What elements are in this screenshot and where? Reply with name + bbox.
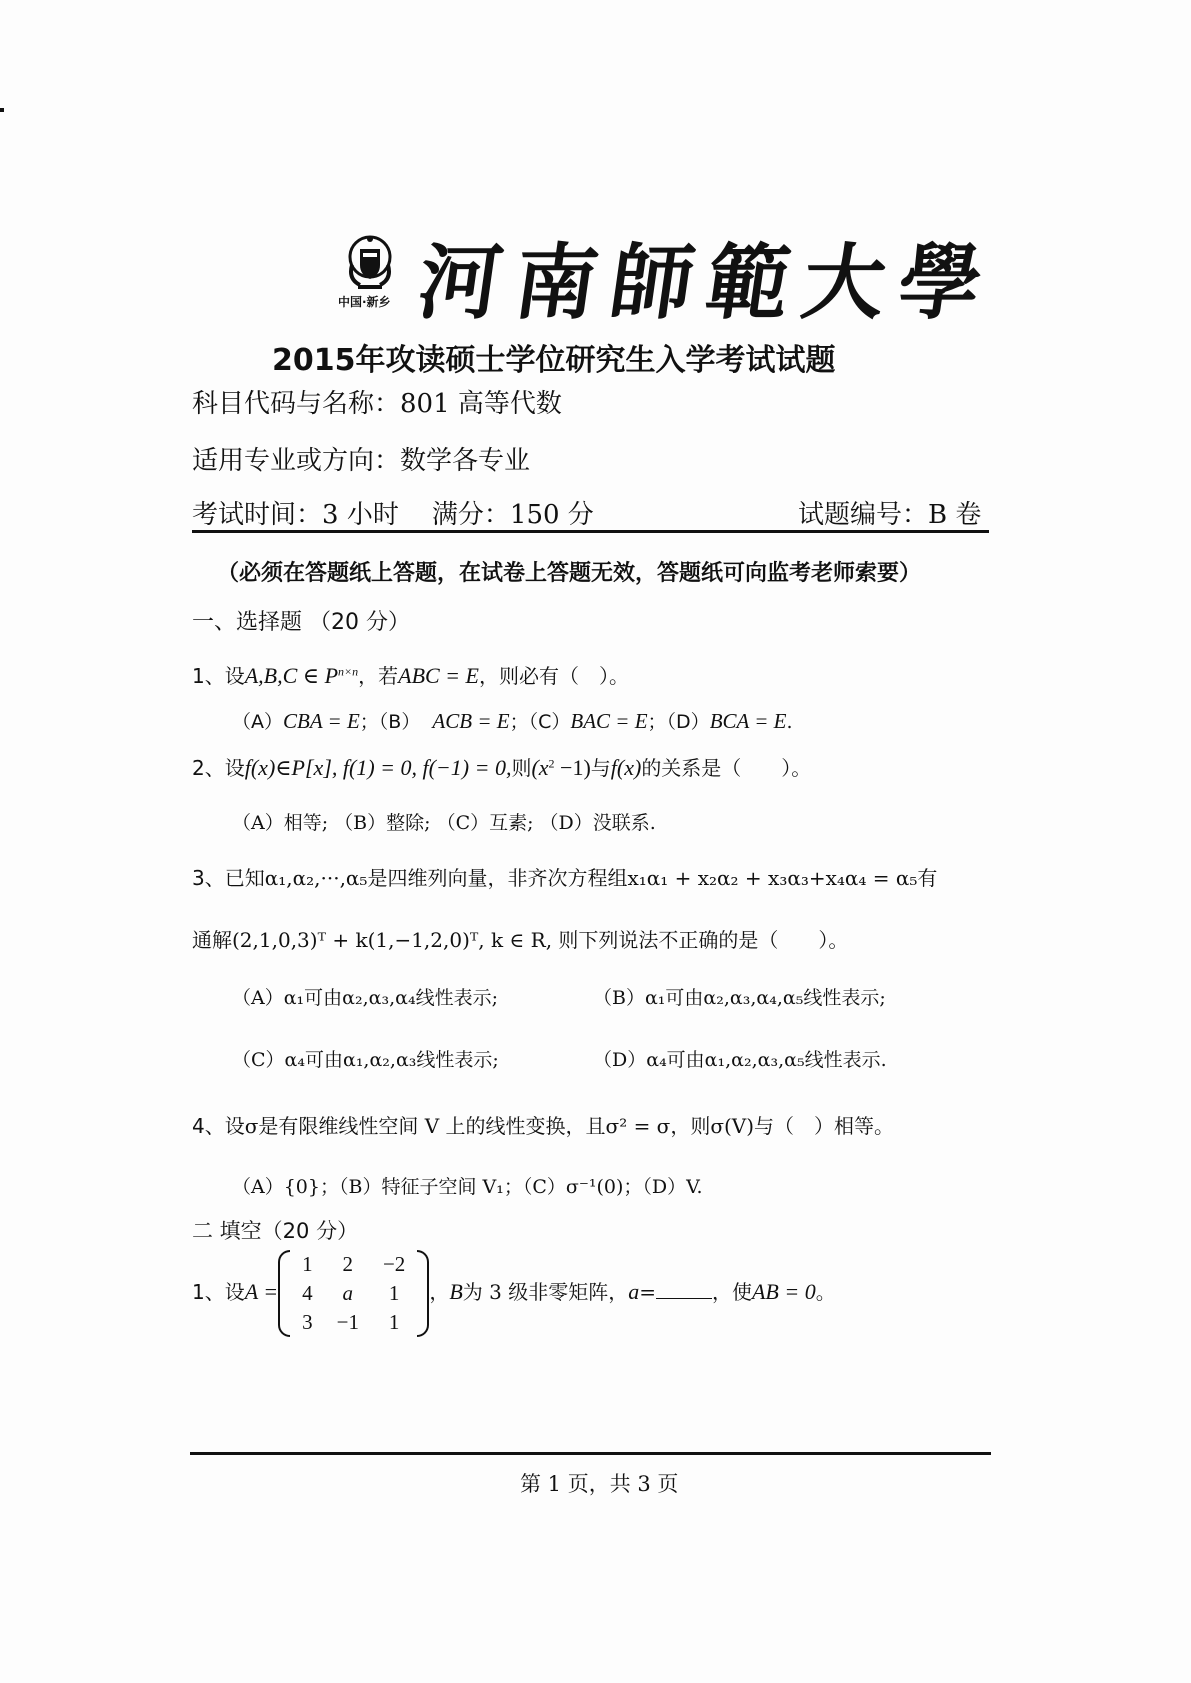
question-number: 3、 — [192, 866, 225, 890]
option-b: ACB = E — [432, 709, 510, 733]
option-a: CBA = E — [283, 709, 360, 733]
question-1-3-option-b: （B）α₁可由α₂,α₃,α₄,α₅线性表示; — [593, 987, 886, 1009]
text: 的关系是（ ）。 — [641, 756, 812, 780]
section1-title: 一、选择题 （20 分） — [192, 610, 410, 635]
paper-code-value: B 卷 — [928, 500, 982, 530]
math: A = — [244, 1279, 279, 1304]
math: B — [449, 1279, 463, 1304]
question-1-3-line2: 通解(2,1,0,3)ᵀ + k(1,−1,2,0)ᵀ, k ∈ R, 则下列说法不正确的是（ ）。 — [192, 928, 849, 952]
score-value: 150 分 — [509, 500, 594, 530]
option-label: （A） — [232, 711, 283, 733]
subject-line — [192, 383, 562, 420]
text: ，使 — [711, 1280, 752, 1304]
exam-notice: （必须在答题纸上答题，在试卷上答题无效，答题纸可向监考老师索要） — [217, 561, 922, 586]
text: ，若 — [358, 664, 399, 688]
question-text: 已知α₁,α₂,···,α₅是四维列向量，非齐次方程组x₁α₁ + x₂α₂ + x₃α₃+x₄α₄ = α₅有 — [224, 866, 938, 890]
time-score-line — [192, 494, 594, 531]
question-1-2-options: （A）相等; （B）整除; （C）互素; （D）没联系. — [232, 812, 656, 834]
math: −1) — [554, 755, 591, 780]
university-name-logo: 河南師範大學 — [412, 235, 1002, 331]
math: A,B,C ∈ P — [244, 663, 339, 688]
question-number: 4、 — [192, 1114, 225, 1138]
question-1-1-options — [232, 707, 793, 734]
option-label: ；（C） — [509, 711, 571, 733]
math: f(x)∈P[x], f(1) = 0, f(−1) = 0, — [244, 755, 512, 780]
question-1-3-option-d: （D）α₄可由α₁,α₂,α₃,α₅线性表示. — [593, 1049, 887, 1071]
math-sup: 2 — [548, 756, 555, 771]
question-2-1 — [192, 1250, 836, 1337]
text: ，则必有（ ）。 — [478, 664, 629, 688]
option-d: BCA = E — [709, 709, 787, 733]
paper-code-label: 试题编号： — [798, 500, 929, 530]
matrix-cell: −1 — [336, 1310, 359, 1334]
matrix-cell: 1 — [302, 1252, 313, 1276]
score-label: 满分： — [431, 500, 510, 530]
answer-blank — [656, 1298, 712, 1299]
emblem-caption: 中国·新乡 — [338, 295, 391, 309]
text: 则 — [511, 756, 532, 780]
text: = — [639, 1280, 656, 1304]
time-value: 3 小时 — [322, 500, 399, 530]
question-1-3-option-c: （C）α₄可由α₁,α₂,α₃线性表示; — [232, 1049, 499, 1071]
option-label: ；（B） — [359, 711, 421, 733]
paper-code-line — [798, 494, 981, 531]
subject-label: 科目代码与名称： — [192, 389, 401, 419]
text: ， — [429, 1280, 450, 1304]
text: 设 — [224, 1280, 245, 1304]
matrix-cell: a — [342, 1281, 354, 1305]
major-label: 适用专业或方向： — [192, 446, 401, 476]
option-label: ；（D） — [647, 711, 710, 733]
text: 。 — [815, 1280, 836, 1304]
header-divider — [192, 530, 989, 533]
right-paren — [417, 1250, 429, 1337]
math: (x — [531, 755, 549, 780]
matrix-cell: 1 — [388, 1281, 400, 1305]
question-1-3-line1 — [192, 862, 937, 891]
matrix-cell: 1 — [388, 1310, 400, 1334]
math: f(x) — [610, 755, 642, 780]
matrix-a — [278, 1250, 429, 1337]
subject-value: 801 高等代数 — [400, 389, 562, 419]
question-1-1 — [192, 660, 629, 689]
time-label: 考试时间： — [192, 500, 323, 530]
major-value: 数学各专业 — [400, 446, 531, 476]
question-1-2 — [192, 752, 811, 781]
exam-title: 2015年攻读硕士学位研究生入学考试试题 — [272, 343, 836, 378]
punct: . — [786, 711, 793, 733]
scan-mark — [0, 108, 4, 112]
math: ABC = E — [398, 663, 479, 688]
option-c: BAC = E — [570, 709, 648, 733]
left-paren — [278, 1250, 290, 1337]
matrix-cell: −2 — [382, 1252, 406, 1276]
section2-title: 二 填空（20 分） — [192, 1219, 359, 1243]
math-sup: n×n — [338, 664, 359, 679]
text: 为 3 级非零矩阵， — [462, 1280, 629, 1304]
major-line — [192, 440, 530, 477]
question-1-4-options: （A）{0}；（B）特征子空间 V₁；（C）σ⁻¹(0)；（D）V. — [232, 1176, 703, 1198]
matrix-cell: 3 — [302, 1310, 313, 1334]
math: AB = 0 — [751, 1279, 816, 1304]
question-1-4 — [192, 1110, 894, 1139]
matrix-cell: 4 — [302, 1281, 313, 1305]
text: 与 — [590, 756, 611, 780]
page-number: 第 1 页，共 3 页 — [520, 1472, 679, 1496]
math: a — [628, 1279, 640, 1304]
question-number: 1、 — [192, 664, 225, 688]
university-emblem-icon — [346, 235, 394, 297]
footer-divider — [190, 1452, 991, 1455]
text: 设 — [224, 756, 245, 780]
question-number: 2、 — [192, 756, 225, 780]
text: 设 — [224, 664, 245, 688]
question-text: 设σ是有限维线性空间 V 上的线性变换，且σ² = σ，则σ(V)与（ ）相等。 — [224, 1114, 895, 1138]
matrix-cell: 2 — [342, 1252, 354, 1276]
question-number: 1、 — [192, 1280, 225, 1304]
question-1-3-option-a: （A）α₁可由α₂,α₃,α₄线性表示; — [232, 987, 498, 1009]
